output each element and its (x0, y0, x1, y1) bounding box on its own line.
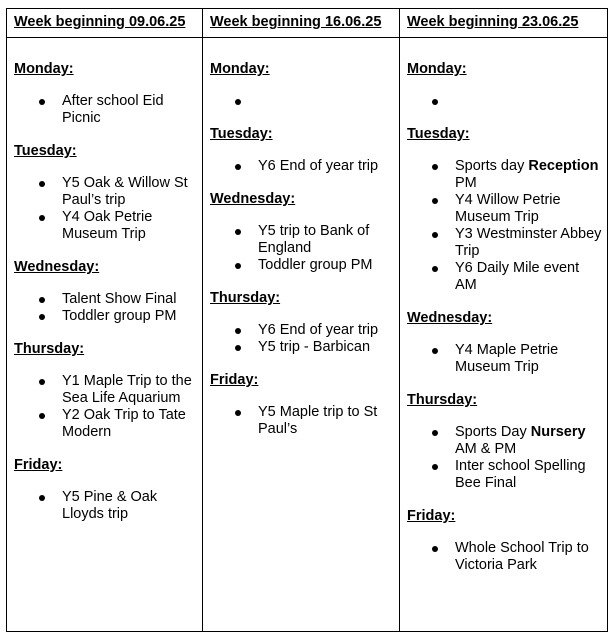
event-text: PM (455, 175, 477, 191)
day-section (407, 126, 607, 294)
week-header-cell (7, 9, 203, 37)
event-list (210, 223, 399, 274)
week-title: Week beginning 09.06.25 (14, 14, 186, 30)
event-item: Y4 Maple Petrie Museum Trip (407, 342, 607, 376)
event-text: Sports Day (455, 424, 531, 440)
event-item: Y6 End of year trip (210, 322, 399, 339)
event-list (407, 342, 607, 376)
event-list (407, 424, 607, 492)
event-list (14, 291, 202, 325)
week-header-cell (203, 9, 400, 37)
event-item: Toddler group PM (210, 257, 399, 274)
event-list (407, 540, 607, 574)
day-section (14, 61, 202, 127)
event-item (210, 93, 399, 110)
event-item: Inter school Spelling Bee Final (407, 458, 607, 492)
day-section (14, 457, 202, 523)
event-item: Y5 Maple trip to St Paul’s (210, 404, 399, 438)
event-text: AM & PM (455, 441, 517, 457)
event-item: Toddler group PM (14, 308, 202, 325)
event-list (14, 175, 202, 243)
table-body-row (7, 38, 607, 631)
day-section (210, 61, 399, 110)
event-item: Y5 trip - Barbican (210, 339, 399, 356)
event-list (14, 489, 202, 523)
day-section (407, 508, 607, 574)
day-heading: Thursday: (14, 341, 85, 357)
event-item (407, 93, 607, 110)
event-item: Whole School Trip to Victoria Park (407, 540, 607, 574)
day-section (210, 191, 399, 274)
event-list (14, 93, 202, 127)
event-item: Y4 Willow Petrie Museum Trip (407, 192, 607, 226)
day-heading: Friday: (407, 508, 456, 524)
week-title: Week beginning 23.06.25 (407, 14, 579, 30)
event-list (14, 373, 202, 441)
day-heading: Monday: (210, 61, 270, 77)
event-list (210, 322, 399, 356)
week-column (203, 38, 400, 631)
day-heading: Thursday: (407, 392, 478, 408)
day-section (407, 310, 607, 376)
day-heading: Monday: (407, 61, 467, 77)
event-item: Y6 End of year trip (210, 158, 399, 175)
event-item: After school Eid Picnic (14, 93, 202, 127)
day-heading: Thursday: (210, 290, 281, 306)
event-list (407, 93, 607, 110)
event-item: Y6 Daily Mile event AM (407, 260, 607, 294)
day-heading: Wednesday: (14, 259, 100, 275)
event-item: Y5 Oak & Willow St Paul’s trip (14, 175, 202, 209)
event-list (210, 158, 399, 175)
event-list (210, 404, 399, 438)
day-heading: Wednesday: (210, 191, 296, 207)
week-column (400, 38, 607, 631)
week-header-cell (400, 9, 607, 37)
event-item: Y2 Oak Trip to Tate Modern (14, 407, 202, 441)
event-text: Sports day (455, 158, 529, 174)
event-item: Y3 Westminster Abbey Trip (407, 226, 607, 260)
day-section (210, 372, 399, 438)
day-heading: Wednesday: (407, 310, 493, 326)
event-emphasis: Reception (528, 158, 599, 174)
day-heading: Friday: (14, 457, 63, 473)
day-section (14, 259, 202, 325)
day-heading: Tuesday: (210, 126, 273, 142)
day-section (14, 143, 202, 243)
table-header-row (7, 9, 607, 38)
week-title: Week beginning 16.06.25 (210, 14, 382, 30)
day-section (407, 392, 607, 492)
event-item (407, 424, 607, 458)
day-heading: Monday: (14, 61, 74, 77)
day-heading: Tuesday: (14, 143, 77, 159)
event-item: Y4 Oak Petrie Museum Trip (14, 209, 202, 243)
week-column (7, 38, 203, 631)
day-section (14, 341, 202, 441)
event-emphasis: Nursery (530, 424, 586, 440)
event-list (210, 93, 399, 110)
event-list (407, 158, 607, 294)
weekly-schedule-table (6, 8, 608, 632)
event-item: Y1 Maple Trip to the Sea Life Aquarium (14, 373, 202, 407)
day-heading: Friday: (210, 372, 259, 388)
event-item: Y5 trip to Bank of England (210, 223, 399, 257)
event-item: Y5 Pine & Oak Lloyds trip (14, 489, 202, 523)
day-heading: Tuesday: (407, 126, 470, 142)
event-item (407, 158, 607, 192)
day-section (210, 126, 399, 175)
day-section (407, 61, 607, 110)
event-item: Talent Show Final (14, 291, 202, 308)
day-section (210, 290, 399, 356)
